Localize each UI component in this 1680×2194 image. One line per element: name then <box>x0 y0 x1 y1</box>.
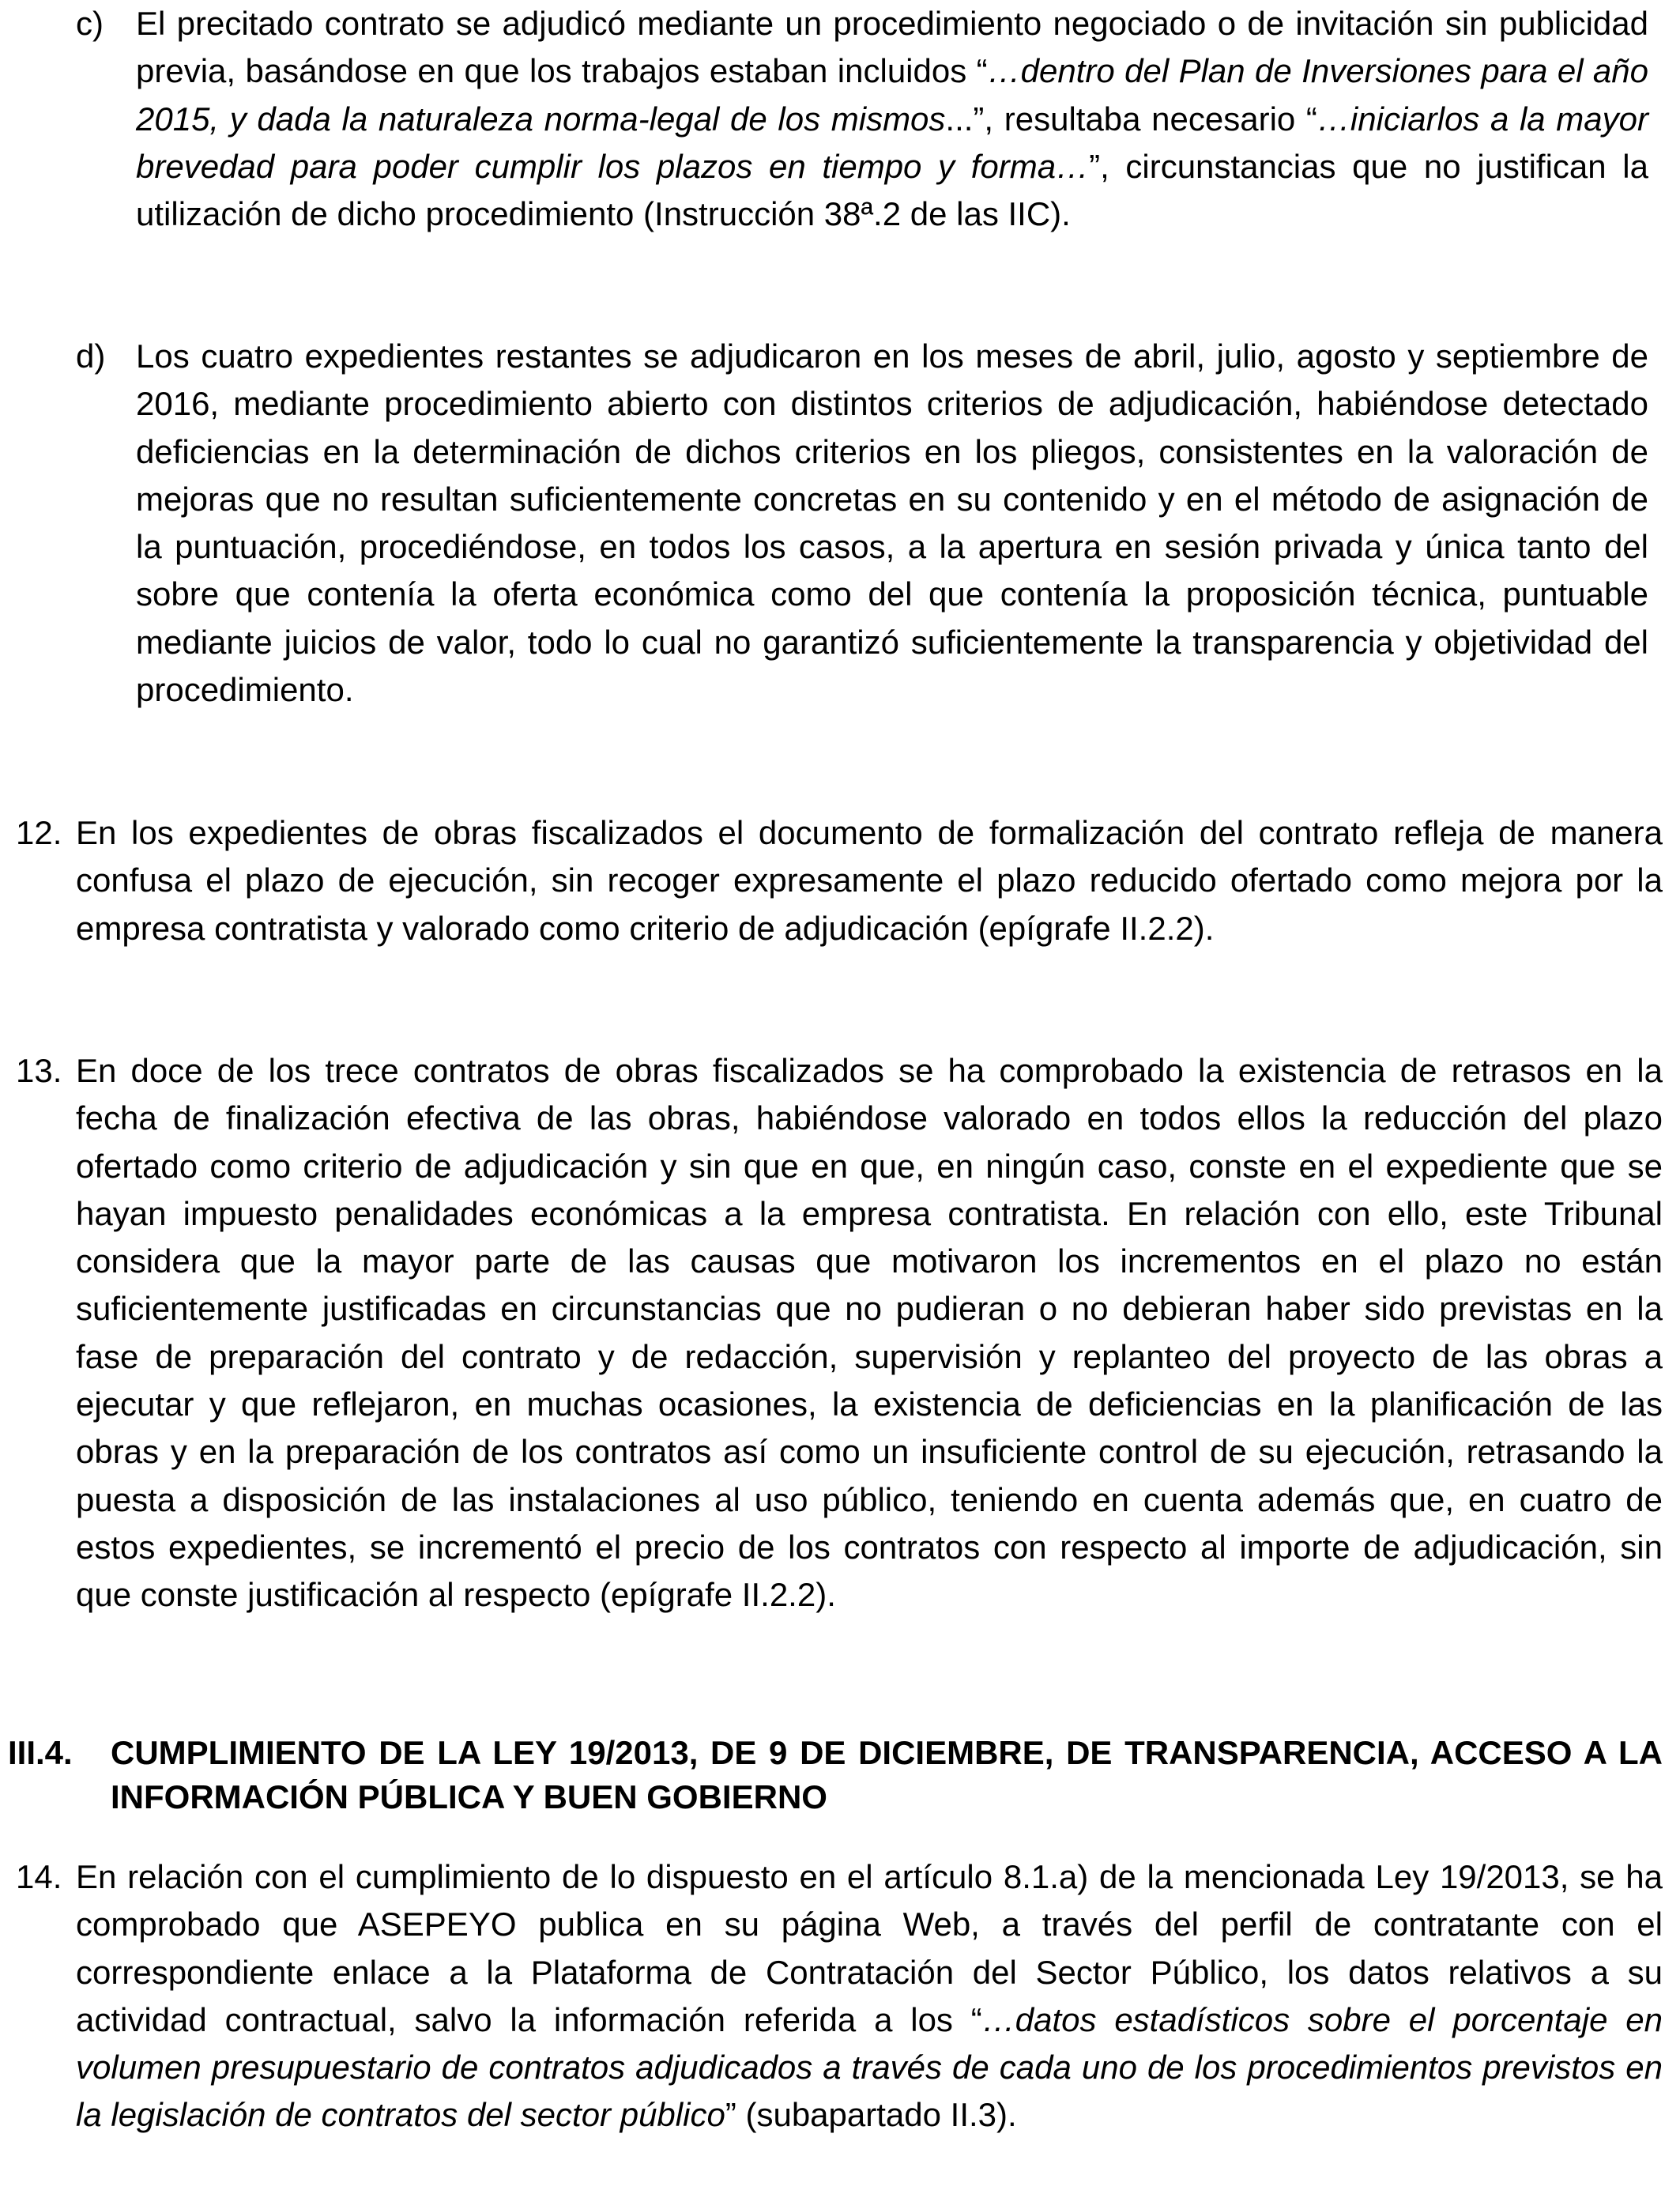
list-item-d <box>76 333 1648 714</box>
section-heading <box>8 1731 1663 1819</box>
list-item-text: Los cuatro expedientes restantes se adjudicaron en los meses de abril, julio, agosto y septiembre de 2016, mediante procedimiento abierto con distintos criterios de adjudicación, habiéndose detectado deficiencias en la determinación de dichos criterios en los pliegos, consistentes en la valoración de mejoras que no resultan suficientemente concretas en su contenido y en el método de asignación de la puntuación, procediéndose, en todos los casos, a la apertura en sesión privada y única tanto del sobre que contenía la oferta económica como del que contenía la proposición técnica, puntuable mediante juicios de valor, todo lo cual no garantizó suficientemente la transparencia y objetividad del procedimiento. <box>136 337 1648 709</box>
list-item-text: En relación con el cumplimiento de lo dispuesto en el artículo 8.1.a) de la mencionada Ley 19/2013, se ha comprobado que ASEPEYO publica en su página Web, a través del perfil de contratante con el correspondiente enlace a la Plataforma de Contratación del Sector Público, los datos relativos a su actividad contractual, salvo la información referida a los “…datos estadísticos sobre el porcentaje en volumen presupuestario de contratos adjudicados a través de cada uno de los procedimientos previstos en la legislación de contratos del sector público” (subapartado II.3). <box>76 1858 1663 2134</box>
list-item-14 <box>16 1853 1663 2139</box>
list-item-number: 14. <box>16 1858 62 1895</box>
list-item-number: 13. <box>16 1052 62 1089</box>
list-item-13 <box>16 1047 1663 1619</box>
list-item-number: 12. <box>16 814 62 851</box>
list-item-12 <box>16 809 1663 952</box>
section-title: CUMPLIMIENTO DE LA LEY 19/2013, DE 9 DE DICIEMBRE, DE TRANSPARENCIA, ACCESO A LA INFORMACIÓN PÚBLICA Y BUEN GOBIERNO <box>111 1734 1663 1815</box>
list-item-text: El precitado contrato se adjudicó mediante un procedimiento negociado o de invitación sin publicidad previa, basándose en que los trabajos estaban incluidos “…dentro del Plan de Inversiones para el año 2015, y dada la naturaleza norma-legal de los mismos...”, resultaba necesario “…iniciarlos a la mayor brevedad para poder cumplir los plazos en tiempo y forma…”, circunstancias que no justifican la utilización de dicho procedimiento (Instrucción 38ª.2 de las IIC). <box>136 5 1649 233</box>
list-item-label: d) <box>76 337 106 375</box>
list-item-text: En los expedientes de obras fiscalizados el documento de formalización del contrato refleja de manera confusa el plazo de ejecución, sin recoger expresamente el plazo reducido ofertado como mejora por la empresa contratista y valorado como criterio de adjudicación (epígrafe II.2.2). <box>76 814 1663 947</box>
list-item-label: c) <box>76 5 104 42</box>
section-number: III.4. <box>8 1734 73 1771</box>
list-item-text: En doce de los trece contratos de obras fiscalizados se ha comprobado la existencia de retrasos en la fecha de finalización efectiva de las obras, habiéndose valorado en todos ellos la reducción del plazo ofertado como criterio de adjudicación y sin que en que, en ningún caso, conste en el expediente que se hayan impuesto penalidades económicas a la empresa contratista. En relación con ello, este Tribunal considera que la mayor parte de las causas que motivaron los incrementos en el plazo no están suficientemente justificadas en circunstancias que no pudieran o no debieran haber sido previstas en la fase de preparación del contrato y de redacción, supervisión y replanteo del proyecto de las obras a ejecutar y que reflejaron, en muchas ocasiones, la existencia de deficiencias en la planificación de las obras y en la preparación de los contratos así como un insuficiente control de su ejecución, retrasando la puesta a disposición de las instalaciones al uso público, teniendo en cuenta además que, en cuatro de estos expedientes, se incrementó el precio de los contratos con respecto al importe de adjudicación, sin que conste justificación al respecto (epígrafe II.2.2). <box>76 1052 1663 1614</box>
list-item-c <box>76 0 1648 238</box>
